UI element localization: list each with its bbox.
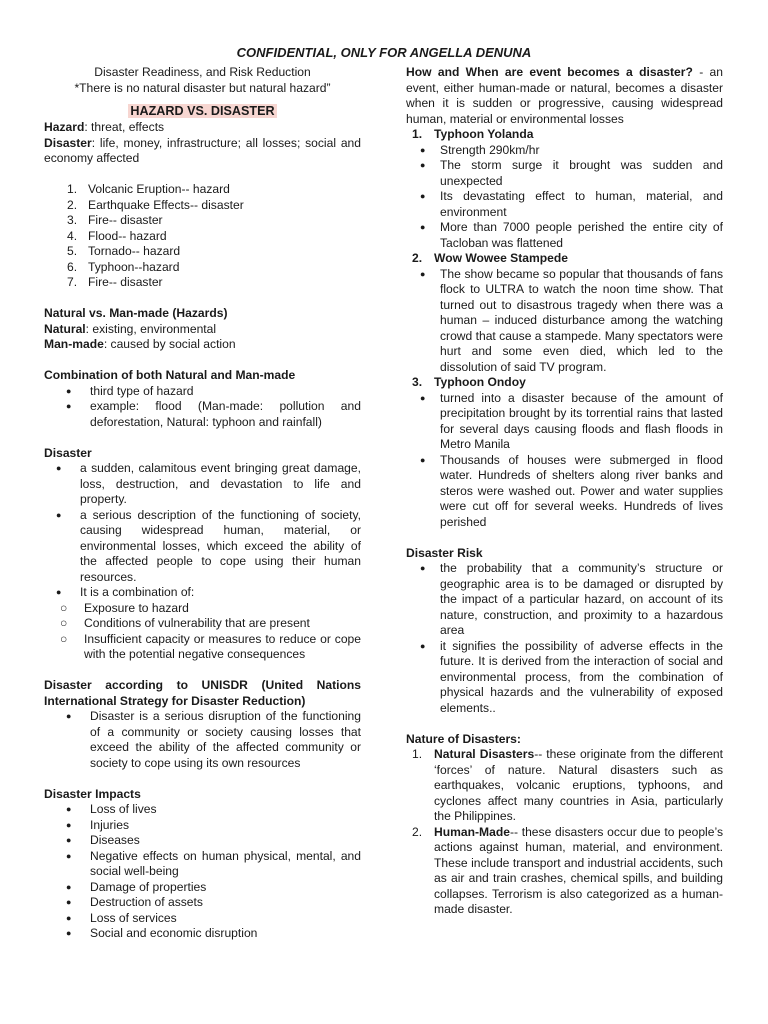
bullet-icon: ●	[66, 804, 72, 814]
hazard-definition	[44, 120, 361, 136]
unisdr-heading: Disaster according to UNISDR (United Nations International Strategy for Disaster Reduction)	[44, 678, 361, 708]
bullet-icon: ●	[420, 563, 426, 573]
unisdr-list	[44, 709, 361, 771]
bullet-icon: ●	[66, 711, 72, 721]
case-typhoon-ondoy	[406, 375, 723, 530]
list-item: 7. Fire-- disaster	[67, 275, 163, 289]
list-item: 4. Flood-- hazard	[67, 228, 167, 243]
nature-heading: Nature of Disasters:	[406, 731, 521, 746]
bullet-icon: ●	[66, 819, 72, 830]
list-item: ● it signifies the possibility of adverse effects in the future. It is derived from the interaction of social and environmental process, from the combination of physical hazards and the vulnerability of exposed elements..	[406, 639, 723, 717]
natural-vs-manmade-heading: Natural vs. Man-made (Hazards)	[44, 306, 228, 320]
list-item: 2. Earthquake Effects-- disaster	[67, 197, 244, 212]
list-item: ● Thousands of houses were submerged in flood water. Hundreds of shelters along river banks and steros were washed out. Power and water supplies were cut off for several weeks. Hundreds of lives perished	[406, 453, 723, 531]
left-column	[44, 65, 361, 942]
case-heading: 3. Typhoon Ondoy	[412, 375, 526, 389]
circle-bullet-icon: ○	[60, 600, 68, 615]
how-when-question: How and When are event becomes a disaster?	[406, 65, 693, 79]
right-column	[406, 65, 723, 918]
list-item: ○ Exposure to hazard	[44, 601, 361, 617]
case-list	[406, 143, 723, 252]
bullet-icon: ●	[420, 160, 426, 170]
list-item: ● Loss of lives	[44, 802, 361, 818]
list-item: ● third type of hazard	[44, 384, 361, 400]
disaster-label: Disaster	[44, 135, 92, 150]
disaster-heading: Disaster	[44, 445, 92, 460]
natural-text: : existing, environmental	[85, 321, 217, 336]
list-item: ● It is a combination of:	[44, 585, 361, 601]
how-when-answer: - an event, either human-made or natural, becomes a disaster when it is sudden or progressive, causing widespread human, material or environmental losses	[406, 65, 723, 126]
natural-label: Natural	[44, 321, 86, 336]
list-item: ● Disaster is a serious disruption of the functioning of a community or society causing losses that exceed the ability of the affected community or society to cope using its own resources	[44, 709, 361, 771]
bullet-icon: ●	[420, 392, 426, 403]
disaster-definition	[44, 136, 361, 167]
bullet-icon: ●	[66, 897, 72, 907]
list-item: 5. Tornado-- hazard	[67, 244, 181, 258]
document-title: Disaster Readiness, and Risk Reduction	[94, 65, 311, 79]
disaster-text: : life, money, infrastructure; all losses; social and economy affected	[44, 135, 361, 165]
disaster-risk-heading: Disaster Risk	[406, 545, 483, 560]
list-item: ● Destruction of assets	[44, 895, 361, 911]
manmade-text: : caused by social action	[103, 337, 236, 351]
bullet-icon: ●	[56, 509, 62, 520]
list-item: ● Injuries	[44, 818, 361, 834]
impacts-list	[44, 802, 361, 942]
list-item: 1. Natural Disasters-- these originate from the different ‘forces’ of nature. Natural disasters such as earthquakes, volcanic eruptions, typhoons, and cyclones affect many countries in Asia, particularly the Philippines.	[412, 747, 723, 823]
list-item: ○ Insufficient capacity or measures to reduce or cope with the potential negative consequences	[44, 632, 361, 663]
confidential-banner: CONFIDENTIAL, ONLY FOR ANGELLA DENUNA	[236, 45, 532, 60]
bullet-icon: ●	[66, 850, 72, 861]
natural-definition	[44, 322, 361, 338]
bullet-icon: ●	[66, 385, 72, 396]
list-item: 1. Volcanic Eruption-- hazard	[67, 182, 230, 196]
list-item: ● The show became so popular that thousands of fans flock to ULTRA to watch the noon time show. That turned out to disastrous tragedy when there was a human – induced disturbance among the watching crowd that cause a stampede. Many spectators were hurt and some even died, which led to the dissolution of said TV program.	[406, 267, 723, 376]
hazard-vs-disaster-heading: HAZARD VS. DISASTER	[130, 104, 275, 118]
title-quote: *There is no natural disaster but natural hazard”	[74, 80, 331, 95]
combination-heading: Combination of both Natural and Man-made	[44, 368, 296, 382]
hazard-label: Hazard	[44, 120, 85, 134]
list-item: ● Negative effects on human physical, mental, and social well-being	[44, 849, 361, 880]
bullet-icon: ●	[420, 144, 426, 155]
list-item: ● example: flood (Man-made: pollution and deforestation, Natural: typhoon and rainfall)	[44, 399, 361, 430]
case-heading: 1. Typhoon Yolanda	[412, 127, 534, 141]
bullet-icon: ●	[420, 191, 426, 201]
bullet-icon: ●	[66, 401, 72, 411]
list-item: ● Damage of properties	[44, 880, 361, 896]
bullet-icon: ●	[420, 640, 426, 651]
case-typhoon-yolanda	[406, 127, 723, 251]
list-item: 2. Human-Made-- these disasters occur due to people’s actions against human, material, and environment. These include transport and industrial accidents, such as air and train crashes, chemical spills, and building collapses. Terrorism is also categorized as a human-made disaster.	[412, 824, 723, 916]
human-made-label: Human-Made	[434, 824, 510, 839]
hazard-disaster-examples-list	[44, 182, 361, 291]
case-list	[406, 267, 723, 376]
bullet-icon: ●	[420, 454, 426, 465]
hvd-heading-line	[44, 103, 361, 120]
bullet-icon: ●	[420, 268, 426, 279]
bullet-icon: ●	[56, 587, 62, 597]
list-item: ● Strength 290km/hr	[406, 143, 723, 159]
manmade-label: Man-made	[44, 337, 104, 351]
list-item: ● Diseases	[44, 833, 361, 849]
list-item: ● Social and economic disruption	[44, 926, 361, 942]
list-item: 3. Fire-- disaster	[67, 213, 163, 227]
manmade-definition	[44, 337, 361, 353]
list-item: ● turned into a disaster because of the amount of precipitation brought by its torrential rains that lasted for several days causing floods and flash floods in Metro Manila	[406, 391, 723, 453]
list-item: ● Loss of services	[44, 911, 361, 927]
case-heading: 2. Wow Wowee Stampede	[412, 251, 568, 265]
natural-disasters-label: Natural Disasters	[434, 747, 535, 761]
bullet-icon: ●	[420, 222, 426, 232]
impacts-heading: Disaster Impacts	[44, 786, 141, 801]
circle-bullet-icon: ○	[60, 631, 68, 646]
bullet-icon: ●	[66, 928, 72, 938]
circle-bullet-icon: ○	[60, 616, 68, 630]
disaster-risk-list	[406, 561, 723, 716]
hazard-text: : threat, effects	[84, 120, 165, 134]
list-item: ● More than 7000 people perished the entire city of Tacloban was flattened	[406, 220, 723, 251]
nature-list	[406, 747, 723, 918]
bullet-icon: ●	[66, 835, 72, 845]
list-item: ● a sudden, calamitous event bringing great damage, loss, destruction, and devastation to life and property.	[44, 461, 361, 508]
list-item: ● Its devastating effect to human, material, and environment	[406, 189, 723, 220]
combination-list	[44, 384, 361, 431]
case-wow-wowee	[406, 251, 723, 375]
combination-sublist	[44, 601, 361, 663]
how-when-paragraph	[406, 65, 723, 127]
case-list	[406, 391, 723, 531]
disaster-list	[44, 461, 361, 601]
bullet-icon: ●	[56, 463, 62, 473]
bullet-icon: ●	[66, 881, 72, 892]
list-item: ● the probability that a community’s structure or geographic area is to be damaged or disrupted by the impact of a particular hazard, on account of its nature, construction, and proximity to a hazardous area	[406, 561, 723, 639]
list-item: ○ Conditions of vulnerability that are present	[44, 616, 361, 632]
list-item: ● a serious description of the functioning of society, causing widespread human, material, or environmental losses, which exceed the ability of the affected people to cope using their human resources.	[44, 508, 361, 586]
list-item: 6. Typhoon--hazard	[67, 259, 180, 274]
list-item: ● The storm surge it brought was sudden and unexpected	[406, 158, 723, 189]
bullet-icon: ●	[66, 912, 72, 923]
